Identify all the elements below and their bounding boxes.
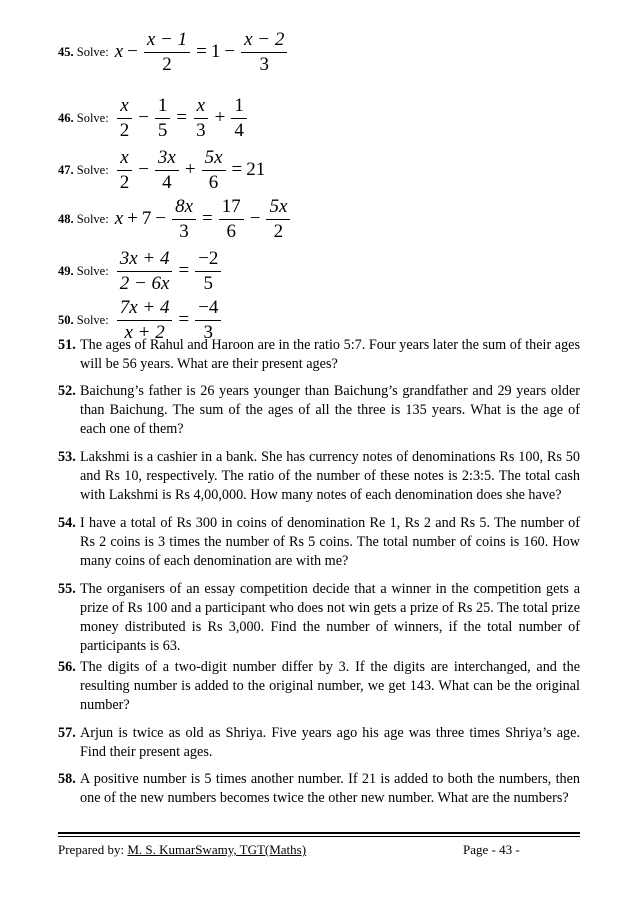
problem-number: 52.: [58, 383, 76, 399]
problem-text: Arjun is twice as old as Shriya. Five years ago his age was three times Shriya’s age. Find their present ages.: [80, 725, 580, 760]
equation-expression: x + 7 − $\frac{8x}{3}$ = $\frac{17}{6}$ − $\frac{5x}{2}$: [115, 196, 293, 243]
problem-text: Lakshmi is a cashier in a bank. She has currency notes of denominations Rs 100, Rs 50 and Rs 10, respectively. The ratio of the number of these notes is 2:3:5. The total cash with Lakshmi is Rs 4,00,000. How many notes of each denomination does she have?: [80, 449, 580, 503]
problem-54: [58, 514, 580, 571]
problem-57: [58, 724, 580, 762]
problem-number: 54.: [58, 515, 76, 531]
fraction: $\frac{3x + 4}{2 - 6x}$: [117, 248, 173, 295]
equation-label: Solve:: [76, 312, 109, 327]
equation-number: 45.: [58, 44, 74, 59]
problem-text: The ages of Rahul and Haroon are in the ratio 5:7. Four years later the sum of their ages will be 56 years. What are their present ages?: [80, 337, 580, 372]
fraction: $\frac{x - 2}{3}$: [241, 29, 287, 76]
problem-text: Baichung’s father is 26 years younger than Baichung’s grandfather and 29 years older than Baichung. The sum of the ages of all the three is 135 years. What is the age of each one of them?: [80, 383, 580, 437]
equation-number: 50.: [58, 312, 74, 327]
problem-58: [58, 770, 580, 808]
footer-divider: [58, 832, 580, 834]
problem-53: [58, 448, 580, 505]
problem-55: [58, 580, 580, 656]
footer-author: M. S. KumarSwamy, TGT(Maths): [127, 842, 307, 857]
problem-51: [58, 336, 580, 374]
problem-text: The organisers of an essay competition decide that a winner in the competition gets a prize of Rs 100 and a participant who does not win gets a prize of Rs 25. The total prize money distributed is Rs 3,000. Find the number of winners, if the total number of participants is 63.: [80, 581, 580, 654]
fraction: $\frac{x}{2}$: [117, 147, 133, 194]
equation-expression: x − $\frac{x - 1}{2}$ = 1 − $\frac{x - 2}{3}$: [115, 29, 290, 76]
fraction: $\frac{x}{3}$: [193, 95, 209, 142]
equation-expression: $\frac{7x + 4}{x + 2}$ = $\frac{-4}{3}$: [115, 297, 224, 344]
equation-label: Solve:: [76, 110, 109, 125]
footer-prepared-label: Prepared by:: [58, 842, 125, 857]
fraction: $\frac{8x}{3}$: [172, 196, 196, 243]
problem-number: 51.: [58, 337, 76, 353]
fraction: $\frac{-2}{5}$: [195, 248, 221, 295]
problem-number: 57.: [58, 725, 76, 741]
equation-47: [58, 144, 265, 196]
fraction: $\frac{7x + 4}{x + 2}$: [117, 297, 173, 344]
equation-46: [58, 92, 249, 144]
fraction: $\frac{1}{4}$: [231, 95, 247, 142]
footer-credit: [58, 842, 306, 858]
equation-label: Solve:: [76, 211, 109, 226]
problem-52: [58, 382, 580, 439]
fraction: $\frac{5x}{2}$: [266, 196, 290, 243]
fraction: $\frac{-4}{3}$: [195, 297, 221, 344]
problem-56: [58, 658, 580, 715]
equation-label: Solve:: [76, 44, 109, 59]
equation-label: Solve:: [76, 263, 109, 278]
fraction: $\frac{x}{2}$: [117, 95, 133, 142]
problem-number: 55.: [58, 581, 76, 597]
equation-expression: $\frac{x}{2}$ − $\frac{1}{5}$ = $\frac{x}{3}$ + $\frac{1}{4}$: [115, 95, 249, 142]
problem-text: The digits of a two-digit number differ by 3. If the digits are interchanged, and the resulting number is added to the original number, we get 143. What can be the original number?: [80, 659, 580, 713]
fraction: $\frac{x - 1}{2}$: [144, 29, 190, 76]
equation-number: 47.: [58, 162, 74, 177]
problem-text: I have a total of Rs 300 in coins of denomination Re 1, Rs 2 and Rs 5. The number of Rs 2 coins is 3 times the number of Rs 5 coins. The total number of coins is 160. How many coins of each denomination are with me?: [80, 515, 580, 569]
fraction: $\frac{5x}{6}$: [202, 147, 226, 194]
problem-number: 53.: [58, 449, 76, 465]
equation-expression: $\frac{x}{2}$ − $\frac{3x}{4}$ + $\frac{5x}{6}$ = 21: [115, 147, 266, 194]
fraction: $\frac{3x}{4}$: [155, 147, 179, 194]
equation-number: 48.: [58, 211, 74, 226]
problem-text: A positive number is 5 times another number. If 21 is added to both the numbers, then one of the new numbers becomes twice the other new number. What are the numbers?: [80, 771, 580, 806]
problem-number: 56.: [58, 659, 76, 675]
footer-divider: [58, 836, 580, 837]
equation-number: 46.: [58, 110, 74, 125]
fraction: $\frac{17}{6}$: [219, 196, 244, 243]
problem-number: 58.: [58, 771, 76, 787]
equation-48: [58, 193, 292, 245]
page-number: Page - 43 -: [463, 842, 520, 857]
equation-49: [58, 245, 223, 297]
equation-45: [58, 26, 289, 78]
fraction: $\frac{1}{5}$: [155, 95, 171, 142]
equation-expression: $\frac{3x + 4}{2 - 6x}$ = $\frac{-2}{5}$: [115, 248, 224, 295]
equation-number: 49.: [58, 263, 74, 278]
equation-label: Solve:: [76, 162, 109, 177]
